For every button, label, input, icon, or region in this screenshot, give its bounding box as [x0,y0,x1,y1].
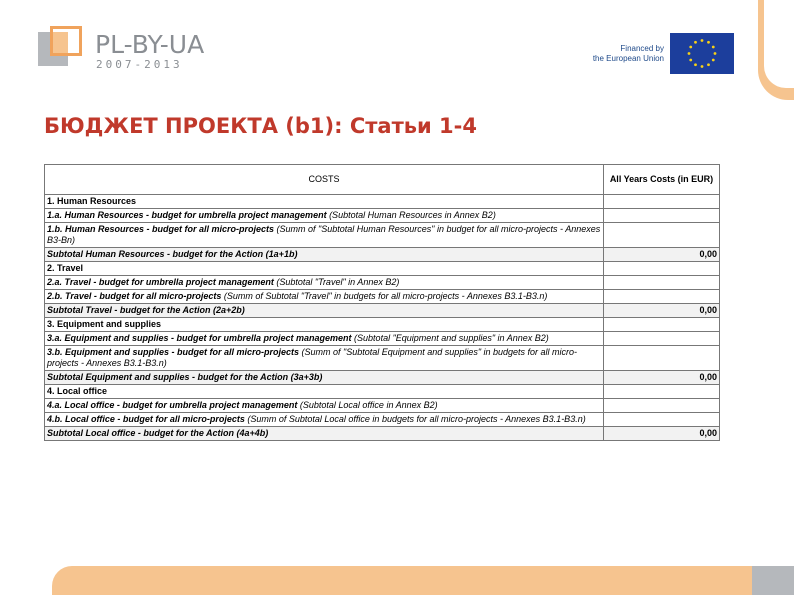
item-b-title: 4.b. Local office - budget for all micro-projects [47,414,245,424]
category-row [45,318,720,332]
value-cell [604,223,720,248]
eu-star-icon [689,59,692,62]
subtotal-row [45,248,720,262]
value-cell [604,332,720,346]
header-costs: COSTS [45,165,604,195]
subtotal-label: Subtotal Human Resources - budget for the Action (1a+1b) [47,249,298,259]
item-b-note: (Summ of "Subtotal Human Resources" in budget for all micro-projects - Annexes B3-Bn) [47,224,601,245]
item-a-note: (Subtotal Human Resources in Annex B2) [326,210,496,220]
item-a-note: (Subtotal Local office in Annex B2) [297,400,438,410]
category-row [45,262,720,276]
item-b-note: (Summ of "Subtotal Equipment and supplies" in budgets for all micro-projects - Annexes B3.1-B3.n) [47,347,578,368]
eu-star-icon [701,65,704,68]
footer-gray-block [752,566,794,595]
item-b-title: 3.b. Equipment and supplies - budget for all micro-projects [47,347,300,357]
subtotal-row [45,427,720,441]
value-cell [604,385,720,399]
eu-star-icon [694,63,697,66]
item-row [45,346,720,371]
budget-table [44,164,720,441]
item-b-title: 2.b. Travel - budget for all micro-projects [47,291,222,301]
eu-star-icon [689,46,692,49]
value-cell: 0,00 [604,427,720,441]
eu-star-icon [694,41,697,44]
category-label: 3. Equipment and supplies [47,319,162,329]
program-logo-icon [38,26,82,70]
corner-decoration-inner [764,0,794,88]
item-row [45,290,720,304]
financed-line-2: the European Union [592,54,664,63]
eu-star-icon [712,59,715,62]
subtotal-label: Subtotal Travel - budget for the Action (2a+2b) [47,305,245,315]
eu-star-icon [712,46,715,49]
value-cell: 0,00 [604,304,720,318]
table-header-row [45,165,720,195]
financed-by-text [588,44,664,64]
item-row [45,223,720,248]
footer-band [52,566,752,595]
subtotal-row [45,371,720,385]
header-all-years: All Years Costs (in EUR) [604,165,720,195]
logo-title: PL-BY-UA [95,30,205,59]
value-cell [604,346,720,371]
value-cell: 0,00 [604,371,720,385]
eu-star-icon [688,52,691,55]
value-cell [604,262,720,276]
value-cell: 0,00 [604,248,720,262]
item-row [45,332,720,346]
value-cell [604,195,720,209]
item-b-title: 1.b. Human Resources - budget for all micro-projects [47,224,275,234]
item-b-note: (Summ of Subtotal "Travel" in budgets for all micro-projects - Annexes B3.1-B3.n) [221,291,548,301]
logo-years: 2007-2013 [96,58,183,71]
item-b-note: (Summ of Subtotal Local office in budgets for all micro-projects - Annexes B3.1-B3.n) [244,414,586,424]
eu-star-icon [707,63,710,66]
item-a-note: (Subtotal "Equipment and supplies" in Annex B2) [351,333,549,343]
item-a-title: 1.a. Human Resources - budget for umbrella project management [47,210,327,220]
category-label: 1. Human Resources [47,196,137,206]
financed-line-1: Financed by [620,44,664,53]
page-title: БЮДЖЕТ ПРОЕКТА (b1): Статьи 1-4 [44,114,477,138]
subtotal-label: Subtotal Local office - budget for the Action (4a+4b) [47,428,269,438]
item-row [45,399,720,413]
item-row [45,276,720,290]
value-cell [604,290,720,304]
value-cell [604,318,720,332]
item-a-title: 3.a. Equipment and supplies - budget for umbrella project management [47,333,352,343]
value-cell [604,399,720,413]
value-cell [604,413,720,427]
eu-flag-icon [670,33,734,74]
item-row [45,413,720,427]
item-a-note: (Subtotal "Travel" in Annex B2) [273,277,400,287]
eu-star-icon [714,52,717,55]
item-a-title: 4.a. Local office - budget for umbrella project management [47,400,298,410]
category-label: 2. Travel [47,263,84,273]
item-a-title: 2.a. Travel - budget for umbrella project management [47,277,274,287]
category-row [45,195,720,209]
category-label: 4. Local office [47,386,108,396]
subtotal-label: Subtotal Equipment and supplies - budget for the Action (3a+3b) [47,372,323,382]
value-cell [604,276,720,290]
category-row [45,385,720,399]
subtotal-row [45,304,720,318]
eu-star-icon [701,39,704,42]
eu-star-icon [707,41,710,44]
item-row [45,209,720,223]
value-cell [604,209,720,223]
